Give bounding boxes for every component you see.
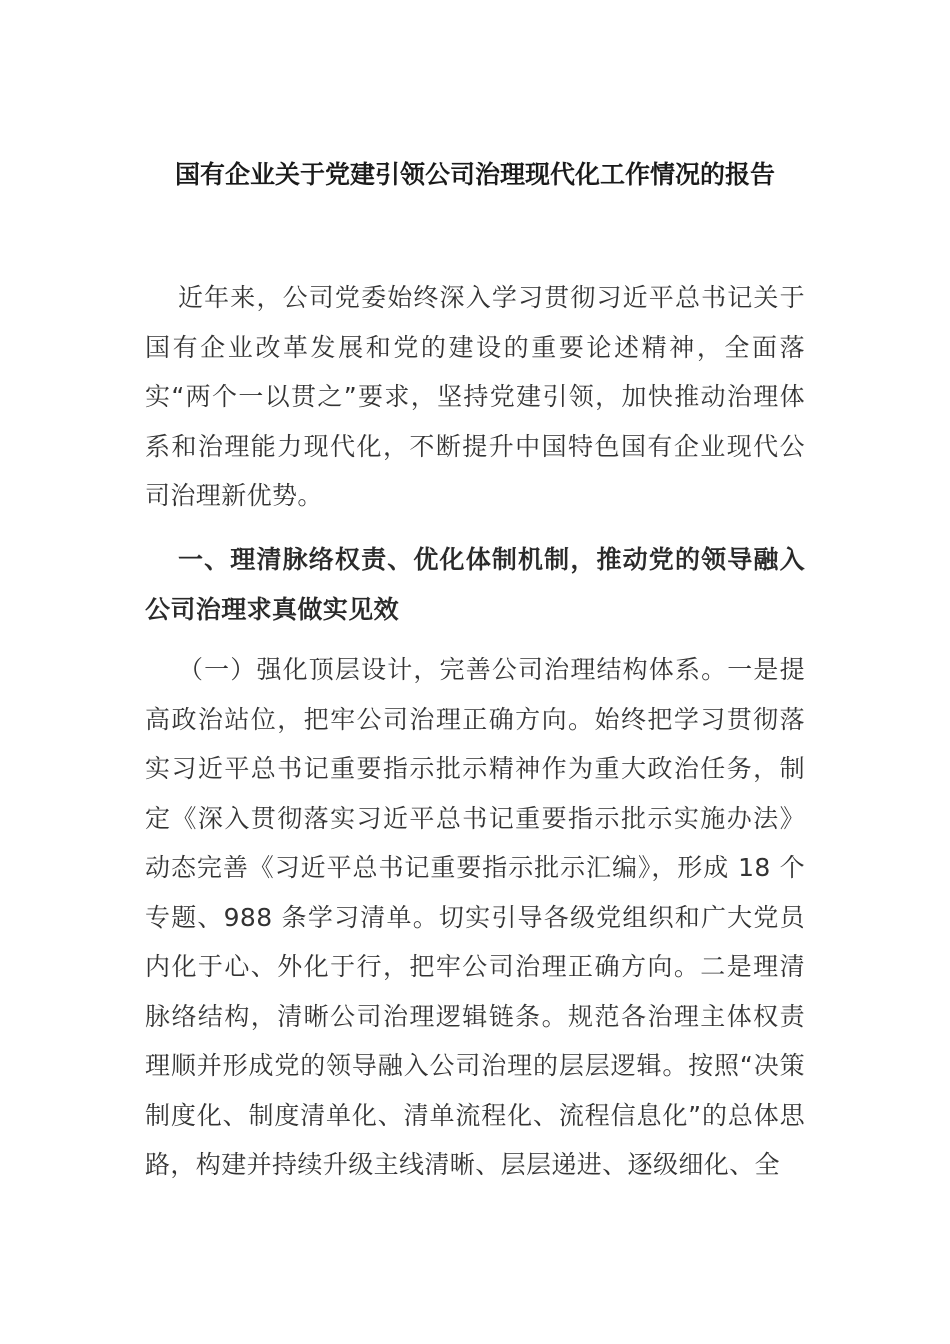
section-heading-1: 一、理清脉络权责、优化体制机制，推动党的领导融入公司治理求真做实见效 <box>145 545 805 624</box>
section-1-1-paragraph: （一）强化顶层设计，完善公司治理结构体系。一是提高政治站位，把牢公司治理正确方向。始终把学习贯彻落实习近平总书记重要指示批示精神作为重大政治任务，制定《深入贯彻落实习近平总书记重要指示批示实施办法》动态完善《习近平总书记重要指示批示汇编》，形成 18 个专题、988 条学习清单。切实引导各级党组织和广大党员内化于心、外化于行，把牢公司治理正确方向。二是理清脉络结构，清晰公司治理逻辑链条。规范各治理主体权责理顺并形成党的领导融入公司治理的层层逻辑。按照“决策制度化、制度清单化、清单流程化、流程信息化”的总体思路，构建并持续升级主线清晰、层层递进、逐级细化、全 <box>145 655 805 1179</box>
document-title: 国有企业关于党建引领公司治理现代化工作情况的报告 <box>174 160 775 189</box>
intro-paragraph: 近年来，公司党委始终深入学习贯彻习近平总书记关于国有企业改革发展和党的建设的重要论述精神，全面落实“两个一以贯之”要求，坚持党建引领，加快推动治理体系和治理能力现代化，不断提升中国特色国有企业现代公司治理新优势。 <box>145 283 805 510</box>
